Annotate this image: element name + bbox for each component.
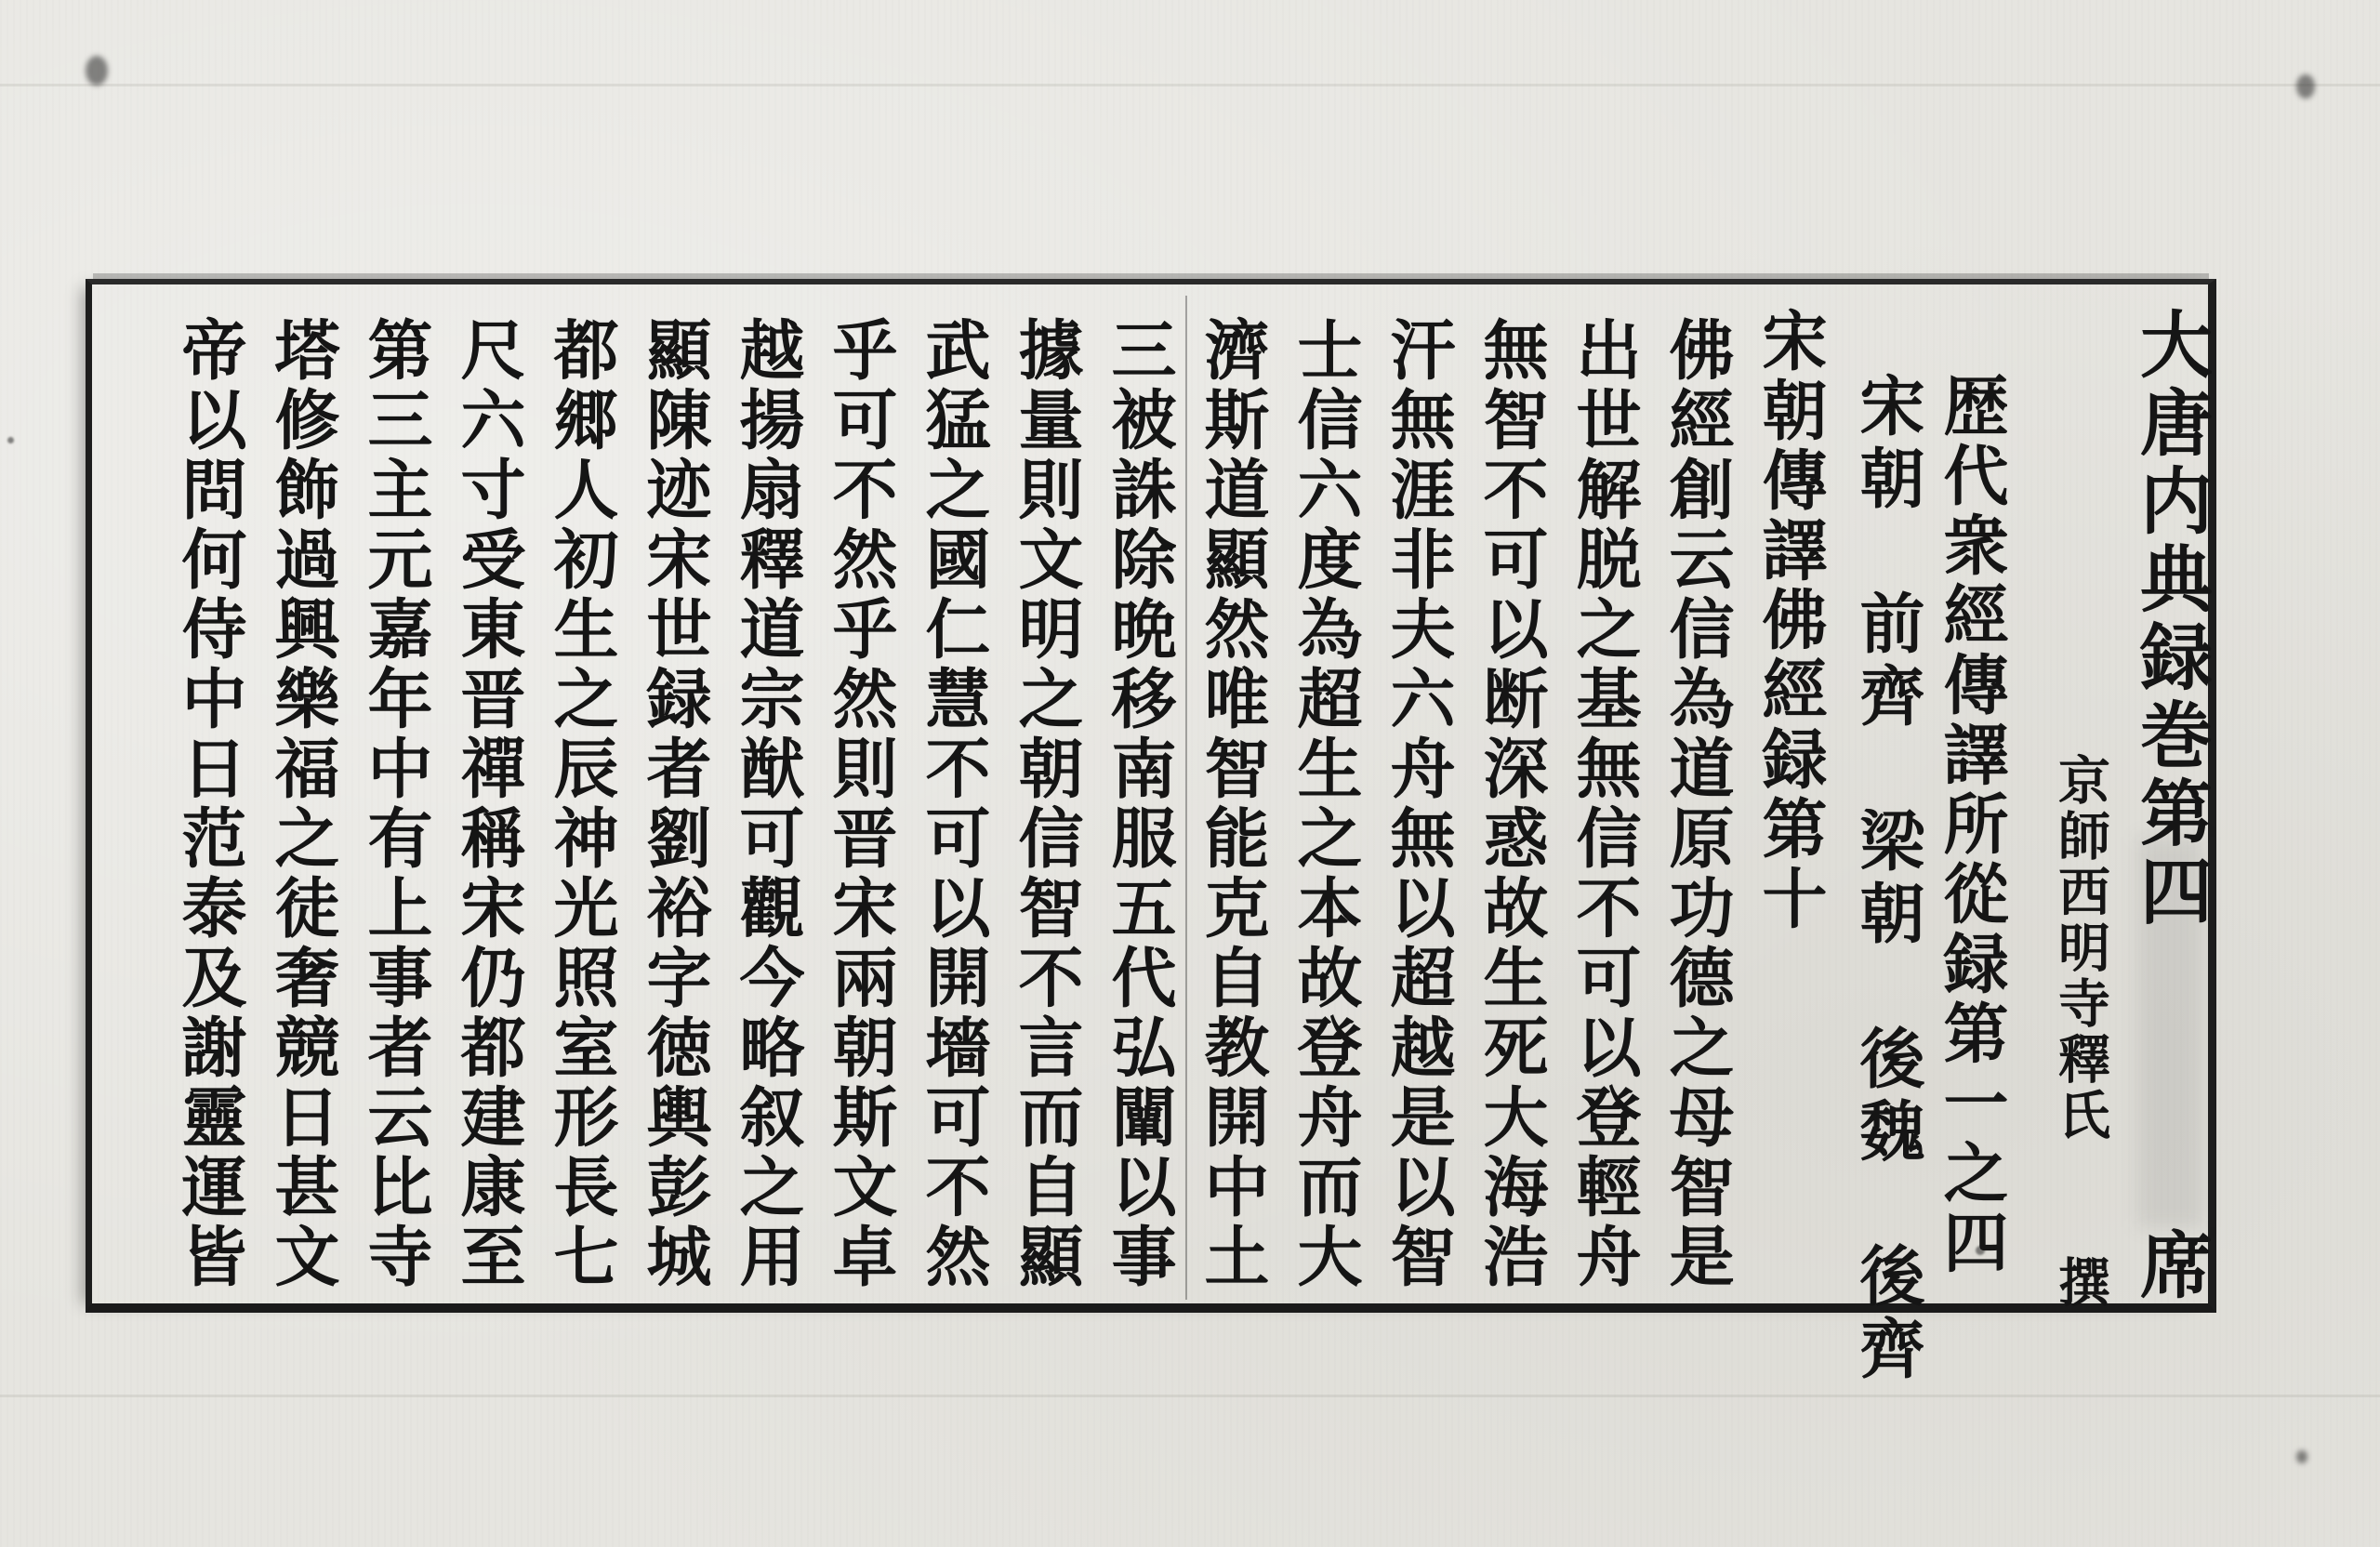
text-column: 士信六度為超生之本故登舟而大 <box>1287 316 1364 1292</box>
text-column: 三被誅除晩移南服五代弘闡以事 <box>1101 316 1178 1292</box>
paper-crease <box>0 84 2380 86</box>
text-column: 尺六寸受東晋禪稱宋仍都建康至 <box>450 316 527 1292</box>
folio-mark: 席 <box>2128 1227 2213 1305</box>
ink-speck <box>2296 1450 2307 1463</box>
subtitle: 歴代衆經傳譯所從録第一之四 <box>1933 372 2010 1278</box>
column-rule <box>1185 296 1187 1300</box>
text-column: 濟斯道顯然唯智能克自教開中土 <box>1194 316 1271 1292</box>
ink-speck <box>86 56 108 86</box>
text-column: 都郷人初生之辰神光照室形長七 <box>543 316 620 1292</box>
text-column: 越揚扇釋道宗猷可觀今略叙之用 <box>729 316 806 1292</box>
text-column: 乎可不然乎然則晋宋兩朝斯文卓 <box>822 316 899 1292</box>
text-column: 汗無涯非夫六舟無以超越是以智 <box>1380 316 1457 1292</box>
text-column: 顯陳迹宋世録者劉裕字徳輿彭城 <box>636 316 713 1292</box>
paper-crease <box>0 1395 2380 1397</box>
text-column: 武猛之國仁慧不可以開墻可不然 <box>915 316 992 1292</box>
ink-speck <box>2296 74 2315 99</box>
text-column: 出世解脱之基無信不可以登輕舟 <box>1566 316 1643 1292</box>
text-column: 第三主元嘉年中有上事者云比寺 <box>357 316 434 1292</box>
ink-speck <box>7 437 14 443</box>
author-line: 京師西明寺釋氏 撰 <box>2050 753 2111 1311</box>
text-column: 據量則文明之朝信智不言而自顯 <box>1008 316 1085 1292</box>
dynasty-list: 宋朝 前齊 梁朝 後魏 後齊 <box>1849 372 1926 1387</box>
text-column: 佛經創云信為道原功德之母智是 <box>1659 316 1736 1292</box>
text-column: 帝以問何侍中日范泰及謝靈運皆 <box>171 316 248 1292</box>
text-column: 塔修飾過興樂福之徒奢競日甚文 <box>264 316 341 1292</box>
volume-title: 大唐内典録巻第四 <box>2128 307 2213 932</box>
section-heading: 宋朝傳譯佛經録第十 <box>1752 307 1829 934</box>
text-column: 無智不可以断深惑故生死大海浩 <box>1473 316 1550 1292</box>
